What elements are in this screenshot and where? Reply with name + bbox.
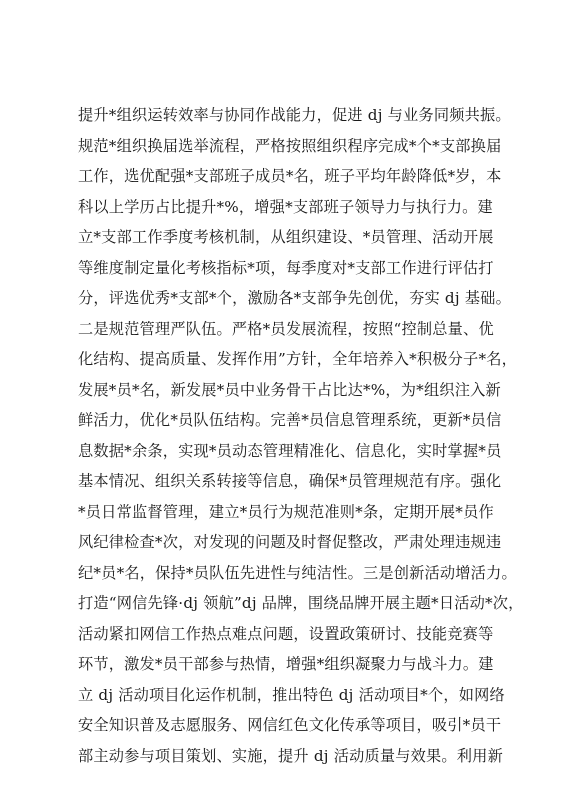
text-line: 提升*组织运转效率与协同作战能力，促进 dj 与业务同频共振。	[78, 106, 511, 124]
text-line: 立 dj 活动项目化运作机制，推出特色 dj 活动项目*个，如网络	[78, 685, 505, 704]
text-line: 环节，激发*员干部参与热情，增强*组织凝聚力与战斗力。建	[78, 655, 494, 673]
text-line: 二是规范管理严队伍。严格*员发展流程，按照“控制总量、优	[78, 319, 494, 338]
body-text	[78, 100, 524, 771]
text-line: 规范*组织换届选举流程，严格按照组织程序完成*个*支部换届	[78, 136, 502, 155]
text-line: 基本情况、组织关系转接等信息，确保*员管理规范有序。强化	[78, 472, 502, 490]
text-line: 等维度制定量化考核指标*项，每季度对*支部工作进行评估打	[78, 258, 494, 277]
text-line: 化结构、提高质量、发挥作用”方针，全年培养入*积极分子*名，	[78, 350, 518, 368]
text-line: 工作，选优配强*支部班子成员*名，班子平均年龄降低*岁，本	[78, 167, 502, 185]
text-line: 活动紧扣网信工作热点难点问题，设置政策研讨、技能竞赛等	[78, 624, 494, 643]
text-line: 分，评选优秀*支部*个，激励各*支部争先创优，夯实 dj 基础。	[78, 289, 511, 307]
text-line: 科以上学历占比提升*%，增强*支部班子领导力与执行力。建	[78, 197, 493, 216]
text-line: 发展*员*名，新发展*员中业务骨干占比达*%，为*组织注入新	[78, 380, 501, 399]
text-line: 部主动参与项目策划、实施，提升 dj 活动质量与效果。利用新	[78, 746, 503, 765]
text-line: 鲜活力，优化*员队伍结构。完善*员信息管理系统，更新*员信	[78, 411, 502, 429]
text-line: 打造“网信先锋·dj 领航”dj 品牌，围绕品牌开展主题*日活动*次，	[78, 594, 524, 612]
text-line: 风纪律检查*次，对发现的问题及时督促整改，严肃处理违规违	[78, 533, 502, 551]
text-line: 纪*员*名，保持*员队伍先进性与纯洁性。三是创新活动增活力。	[78, 563, 517, 582]
text-line: 安全知识普及志愿服务、网信红色文化传承等项目，吸引*员干	[78, 716, 502, 734]
text-line: 立*支部工作季度考核机制，从组织建设、*员管理、活动开展	[78, 228, 494, 246]
text-line: *员日常监督管理，建立*员行为规范准则*条，定期开展*员作	[78, 502, 494, 521]
text-line: 息数据*余条，实现*员动态管理精准化、信息化，实时掌握*员	[78, 441, 502, 460]
